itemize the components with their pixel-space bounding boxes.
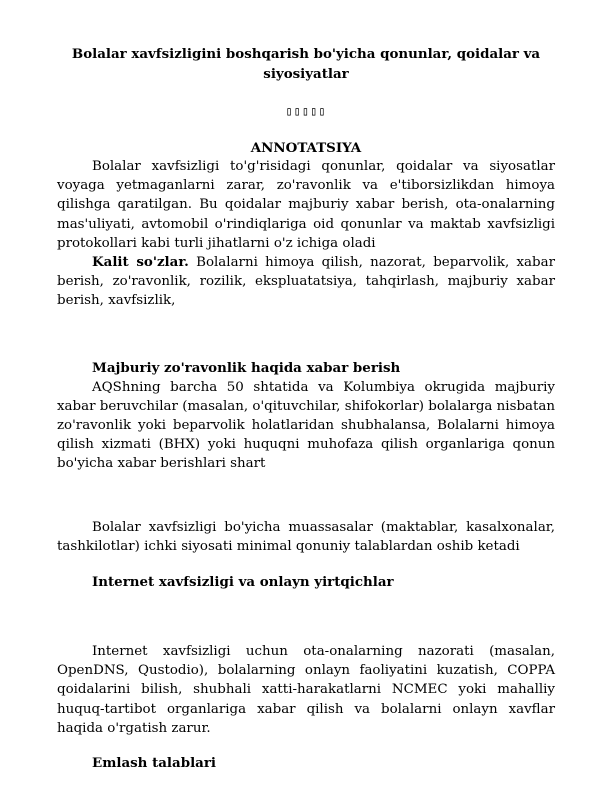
spacer (57, 738, 555, 754)
section-heading-internet-safety: Internet xavfsizligi va onlayn yirtqichlar (92, 574, 394, 591)
annotation-paragraph: Bolalar xavfsizligi to'g'risidagi qonunlar, qoidalar va siyosatlar voyaga yetmaganlarni zarar, zo'ravonlik va e'tiborsizlikdan himoya qilishga qaratilgan. Bu qoidalar majburiy xabar berish, ota-onalarning mas'uliyati, avtomobil o'rindiqlariga oid qonunlar va maktab xavfsizligi protokollari kabi turli jihatlarni o'z ichiga oladi (57, 159, 555, 251)
spacer (57, 592, 555, 642)
missing-glyph-placeholder: ▯▯▯▯▯ (285, 104, 327, 118)
section-heading-vaccination: Emlash talablari (92, 755, 216, 772)
section-paragraph-internet-safety: Internet xavfsizligi uchun ota-onalarning nazorati (masalan, OpenDNS, Qustodio), bolalarning onlayn faoliyatini kuzatish, COPPA qoidalarini bilish, shubhali xatti-harakatlarni NCMEC yoki mahalliy huquq-tartibot organlariga xabar qilish va bolalarni onlayn xavflar haqida o'rgatish zarur. (57, 644, 555, 736)
keywords-label: Kalit so'zlar. (92, 254, 189, 271)
keywords-text: Bolalarni himoya qilish, nazorat, beparvolik, xabar berish, zo'ravonlik, rozilik, ekspluatatsiya, tahqirlash, majburiy xabar berish, xavfsizlik, (57, 255, 556, 309)
section-paragraph-institutions: Bolalar xavfsizligi bo'yicha muassasalar (maktablar, kasalxonalar, tashkilotlar) ichki siyosati minimal qonuniy talablardan oshib ketadi (57, 519, 555, 554)
section-paragraph-mandatory-reporting: AQShning barcha 50 shtatida va Kolumbiya okrugida majburiy xabar beruvchilar (masalan, o'qituvchilar, shifokorlar) bolalarga nisbatan zo'ravonlik yoki beparvolik holatlaridan shubhalansa, Bolalarni himoya qilish xizmati (BHX) yoki huquqni muhofaza qilish organlariga qonun bo'yicha xabar berishlari shart (57, 379, 555, 472)
keywords-paragraph (57, 253, 555, 311)
annotation-heading: ANNOTATSIYA (250, 140, 362, 156)
spacer (57, 311, 555, 359)
section-heading-mandatory-reporting: Majburiy zo'ravonlik haqida xabar berish (92, 359, 401, 376)
document-title: Bolalar xavfsizligini boshqarish bo'yicha qonunlar, qoidalar va siyosiyatlar (71, 46, 541, 82)
spacer (57, 556, 555, 573)
document-page (57, 44, 555, 773)
spacer (57, 474, 555, 518)
